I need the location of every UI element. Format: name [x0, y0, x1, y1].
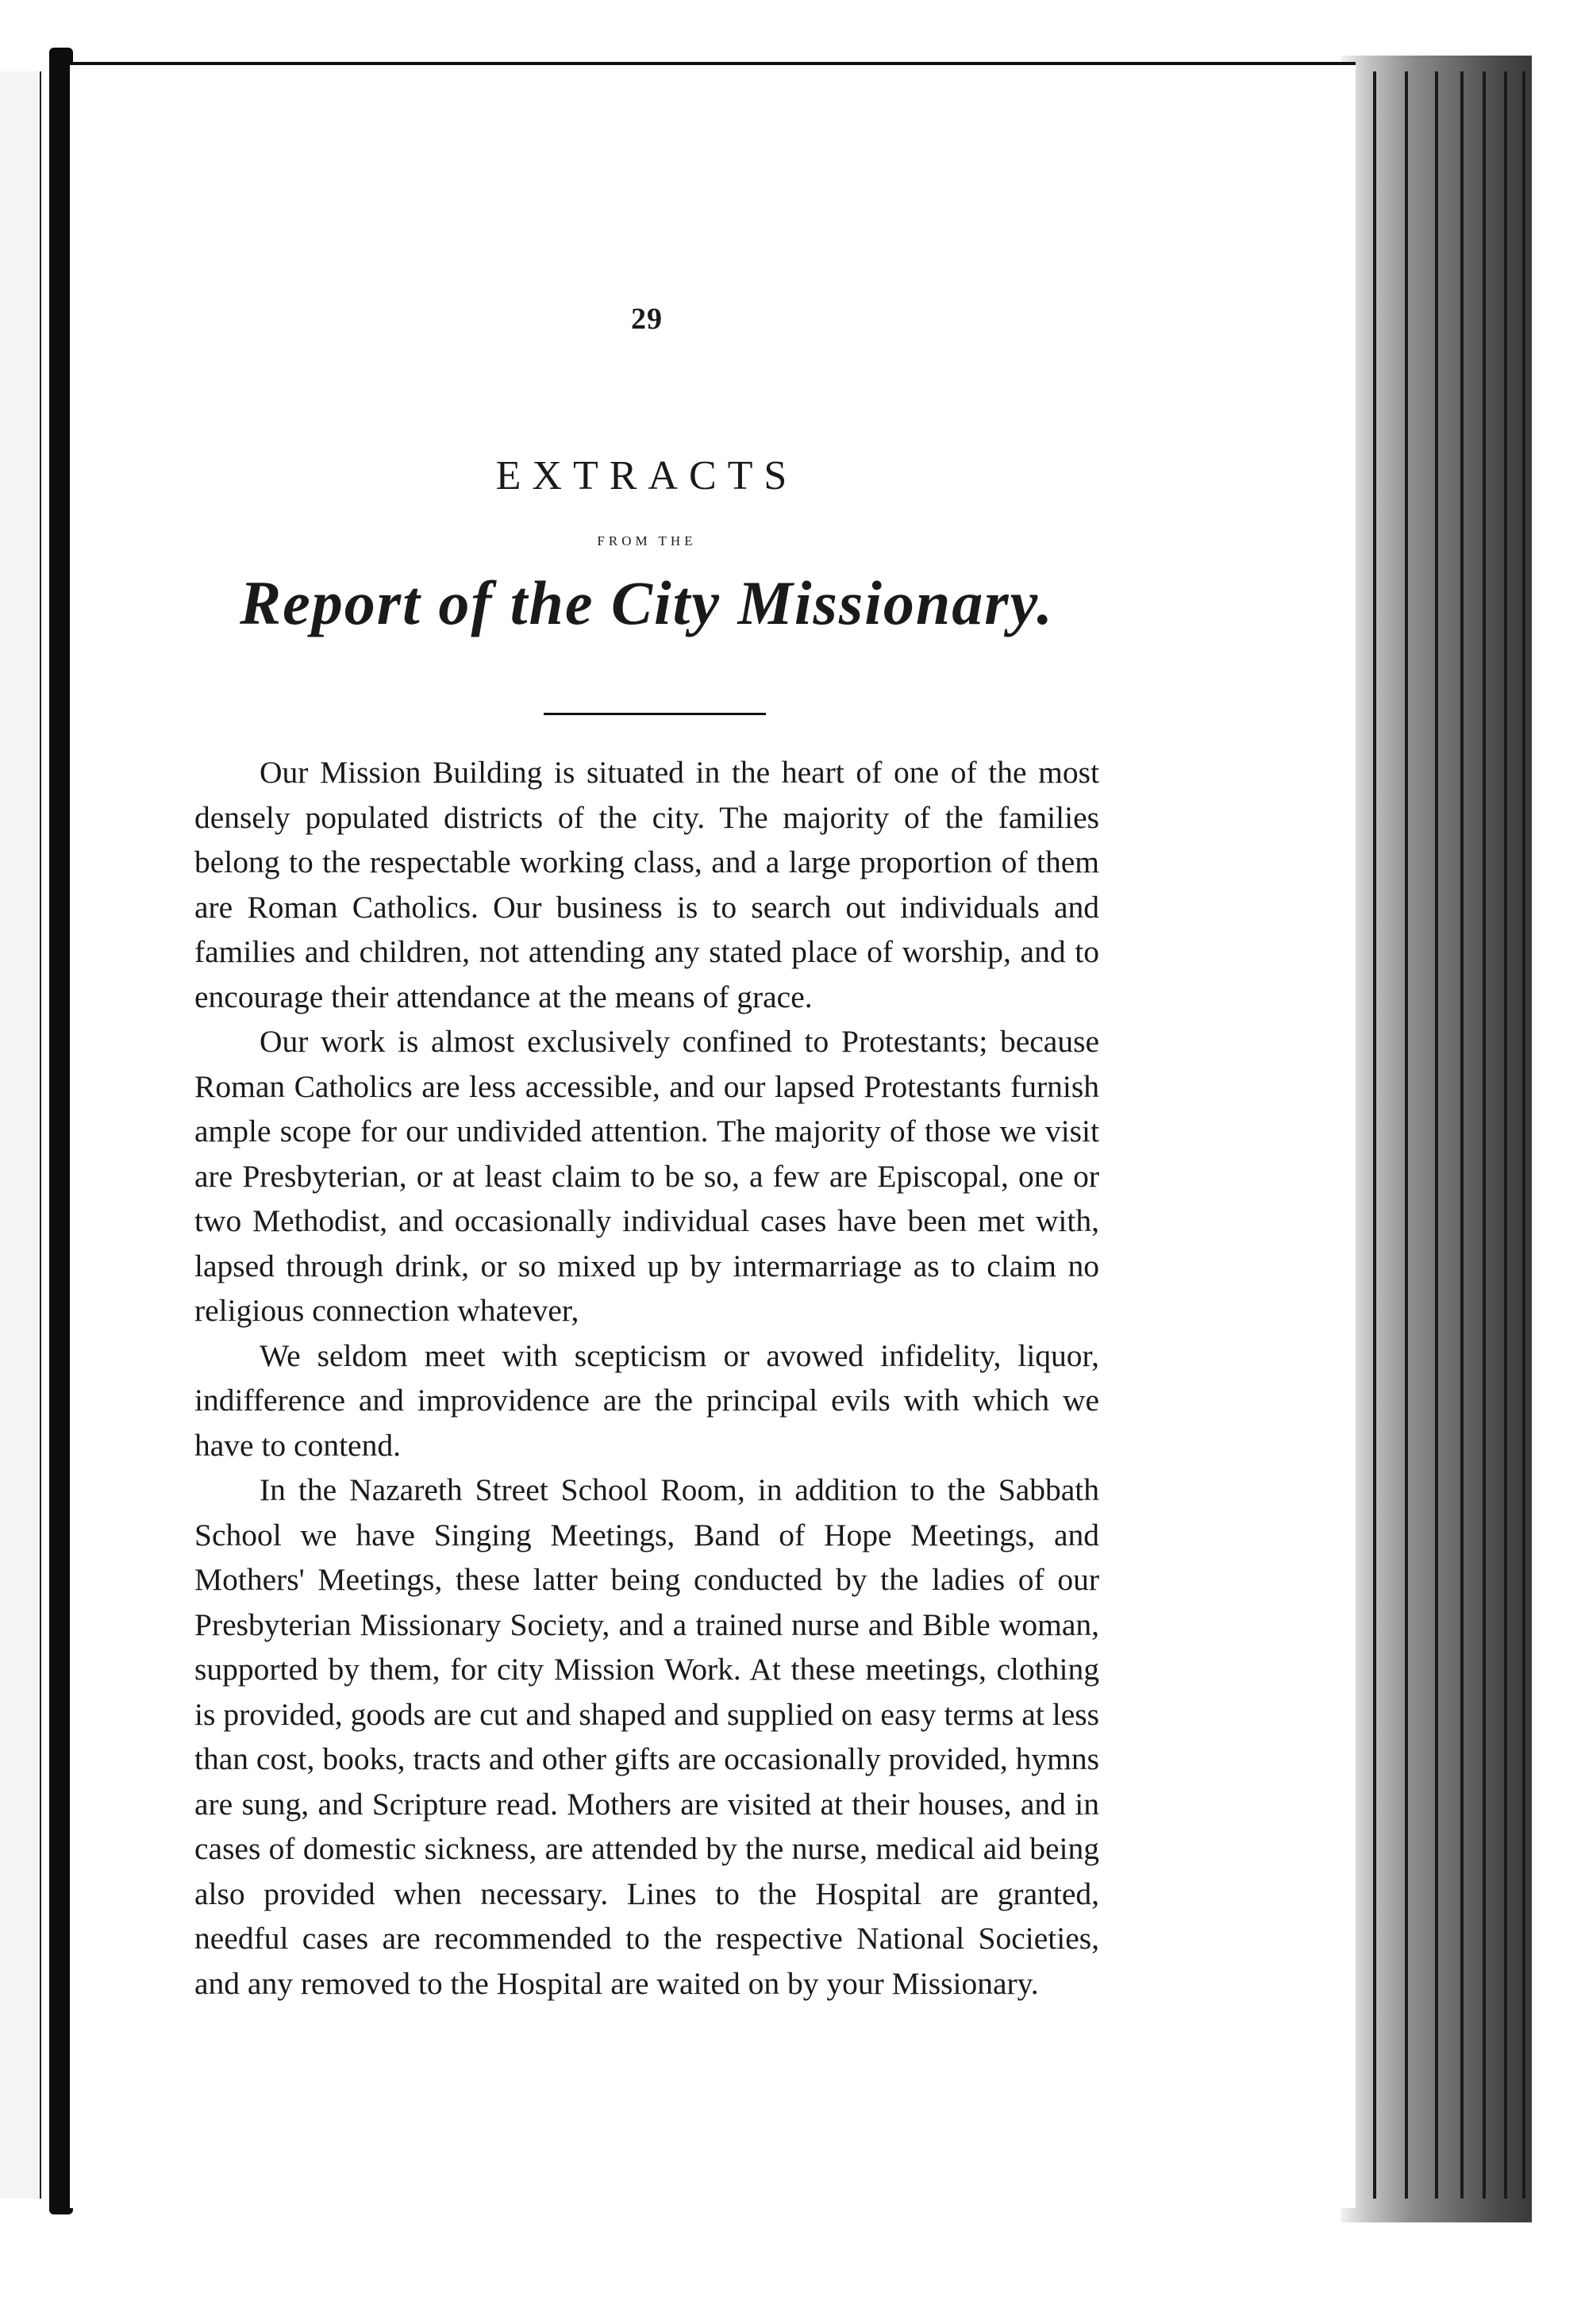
facing-page-edge	[0, 71, 41, 2199]
paragraph: Our Mission Building is situated in the heart of one of the most densely populated districts of the city. The majority of the families belong to the respectable working class, and a large proportion of them are Roman Catholics. Our business is to search out individuals and families and children, not attending any stated place of worship, and to encourage their attendance at the means of grace.	[194, 755, 1099, 1014]
page-stack-edges	[1341, 56, 1532, 2222]
paragraph: We seldom meet with scepticism or avowed infidelity, liquor, indifference and improvidence are the principal evils with which we have to contend.	[194, 1337, 1099, 1463]
report-title: Report of the City Missionary.	[240, 568, 1054, 637]
page-edge-line	[1405, 71, 1408, 2199]
page-edge-line	[1483, 71, 1486, 2199]
page-edge-line	[1435, 71, 1438, 2199]
page-edge-line	[1460, 71, 1464, 2199]
section-subheading: FROM THE	[597, 533, 697, 548]
paragraph: Our work is almost exclusively confined to Protestants; because Roman Catholics are less accessible, and our lapsed Protestants furnish ample scope for our undivided attention. The majority of those we visit are Presbyterian, or at least claim to be so, a few are Episcopal, one or two Methodist, and occasionally individual cases have been met with, lapsed through drink, or so mixed up by intermarriage as to claim no religious connection whatever,	[194, 1024, 1099, 1328]
page-edge-line	[1504, 71, 1507, 2199]
page-edge-line	[1373, 71, 1376, 2199]
body-text	[194, 750, 1099, 2006]
paragraph: In the Nazareth Street School Room, in addition to the Sabbath School we have Singing Meetings, Band of Hope Meetings, and Mothers' Meetings, these latter being conducted by the ladies of our Presbyterian Missionary Society, and a trained nurse and Bible woman, supported by them, for city Mission Work. At these meetings, clothing is provided, goods are cut and shaped and supplied on easy terms at less than cost, books, tracts and other gifts are occasionally provided, hymns are sung, and Scripture read. Mothers are visited at their houses, and in cases of domestic sickness, are attended by the nurse, medical aid being also provided when necessary. Lines to the Hospital are granted, needful cases are recommended to the respective National Societies, and any removed to the Hospital are waited on by your Missionary.	[194, 1472, 1099, 2001]
left-binding-edge	[0, 48, 79, 2214]
page-number: 29	[631, 302, 663, 336]
page-edge-line	[1522, 71, 1525, 2199]
section-heading: EXTRACTS	[495, 453, 798, 498]
title-divider	[544, 713, 766, 715]
